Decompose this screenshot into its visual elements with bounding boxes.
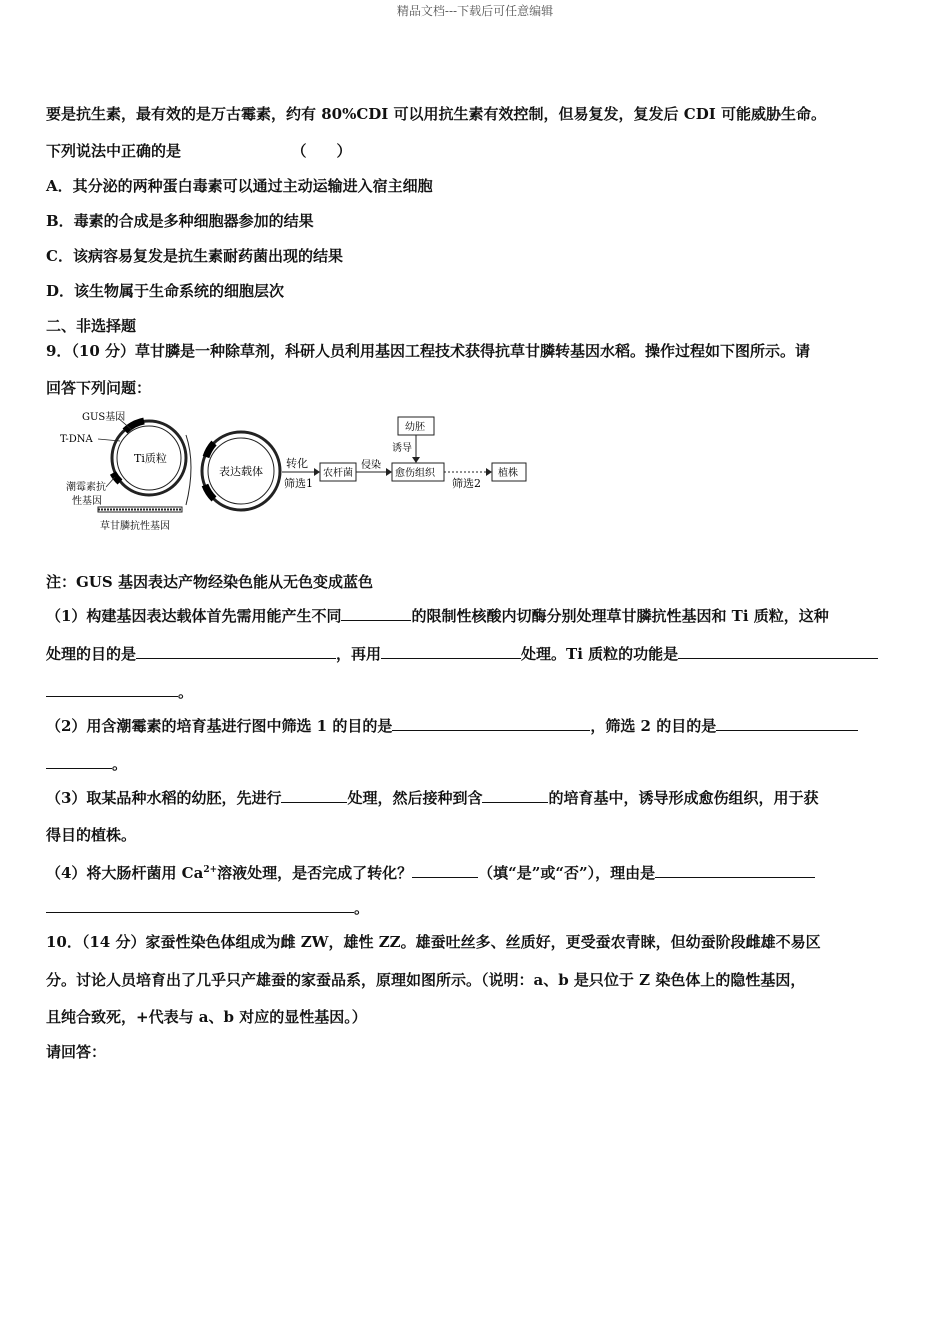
answer-blank-8[interactable] — [46, 754, 112, 769]
q9-part3-line1 — [46, 788, 818, 808]
q8-option-b: B．毒素的合成是多种细胞器参加的结果 — [46, 212, 314, 230]
q9-p1-text-b: 的限制性核酸内切酶分别处理草甘膦抗性基因和 Ti 质粒，这种 — [411, 607, 829, 625]
infect-label: 侵染 — [361, 460, 381, 471]
q9-p1-text-c: 处理的目的是 — [46, 645, 137, 663]
q9-p4-text-d: 。 — [354, 899, 370, 917]
hygromycin-label-1: 潮霉素抗 — [66, 482, 106, 493]
q10-line-2: 分。讨论人员培育出了几乎只产雄蚕的家蚕品系，原理如图所示。（说明：a、b 是只位于 Z 染色体上的隐性基因， — [46, 971, 806, 989]
q9-note: 注：GUS 基因表达产物经染色能从无色变成蓝色 — [46, 573, 373, 591]
q8-prompt-text: 下列说法中正确的是 — [46, 142, 182, 160]
q8-option-d: D．该生物属于生命系统的细胞层次 — [46, 282, 285, 300]
q9-part2-line2 — [46, 754, 127, 774]
q9-part2-line1 — [46, 716, 858, 736]
plant-label: 植株 — [498, 468, 518, 479]
q10-line-1: 10．（14 分）家蚕性染色体组成为雌 ZW，雄性 ZZ。雄蚕吐丝多、丝质好，更受蚕农青睐，但幼蚕阶段雌雄不易区 — [46, 933, 821, 951]
q9-p4-text-b: 溶液处理，是否完成了转化？ — [217, 864, 413, 882]
gene-engineering-diagram — [58, 405, 538, 535]
q8-answer-paren: （ ） — [291, 142, 352, 160]
answer-blank-4[interactable] — [678, 644, 878, 659]
answer-blank-1[interactable] — [341, 606, 411, 621]
ti-plasmid-label: Ti质粒 — [134, 452, 167, 465]
q9-part1-line1 — [46, 606, 829, 626]
callus-label: 愈伤组织 — [395, 468, 435, 479]
q9-p4-text-c: （填“是”或“否”），理由是 — [478, 864, 656, 882]
q9-part3-line2: 得目的植株。 — [46, 826, 137, 844]
q9-part1-line2 — [46, 644, 878, 664]
answer-blank-3[interactable] — [381, 644, 521, 659]
q9-p1-text-a: （1）构建基因表达载体首先需用能产生不同 — [46, 607, 342, 625]
answer-blank-5[interactable] — [46, 682, 178, 697]
q10-line-3: 且纯合致死，+代表与 a、b 对应的显性基因。） — [46, 1008, 367, 1026]
q9-p2-text-b: ，筛选 2 的目的是 — [590, 717, 717, 735]
gus-gene-label: GUS基因 — [82, 412, 126, 423]
tdna-label: T-DNA — [60, 434, 93, 445]
answer-blank-9[interactable] — [281, 788, 347, 803]
q9-p2-text-c: 。 — [112, 755, 128, 773]
induce-label: 诱导 — [392, 443, 412, 454]
answer-blank-6[interactable] — [392, 716, 590, 731]
agrobacterium-label: 农杆菌 — [323, 468, 353, 479]
glyphosate-gene-label: 草甘膦抗性基因 — [100, 521, 170, 532]
embryo-label: 幼胚 — [405, 422, 425, 433]
answer-blank-12[interactable] — [655, 863, 815, 878]
q9-p3-text-b: 处理，然后接种到含 — [347, 789, 483, 807]
q10-line-4: 请回答： — [46, 1043, 107, 1061]
q9-p2-text-a: （2）用含潮霉素的培育基进行图中筛选 1 的目的是 — [46, 717, 393, 735]
calcium-superscript: 2+ — [203, 865, 218, 875]
q8-stem-tail: 要是抗生素，最有效的是万古霉素，约有 80%CDI 可以用抗生素有效控制，但易复发，复发后 CDI 可能威胁生命。 — [46, 105, 826, 123]
answer-blank-7[interactable] — [716, 716, 858, 731]
hygromycin-label-2: 性基因 — [72, 496, 102, 507]
answer-blank-10[interactable] — [482, 788, 548, 803]
q9-part4-line1 — [46, 860, 815, 883]
q9-p3-text-c: 的培育基中，诱导形成愈伤组织，用于获 — [548, 789, 819, 807]
q9-part1-line3 — [46, 682, 193, 702]
q9-stem-2: 回答下列问题： — [46, 379, 152, 397]
q9-p1-text-d: ，再用 — [336, 645, 382, 663]
section-title: 二、非选择题 — [46, 317, 137, 335]
q9-p4-text-a: （4）将大肠杆菌用 Ca — [46, 864, 204, 882]
expression-vector-label: 表达载体 — [219, 465, 263, 478]
screen1-label: 筛选1 — [284, 477, 313, 490]
page-header: 精品文档---下载后可任意编辑 — [396, 4, 554, 18]
q8-option-c: C．该病容易复发是抗生素耐药菌出现的结果 — [46, 247, 343, 265]
answer-blank-2[interactable] — [136, 644, 336, 659]
transform-label: 转化 — [286, 457, 308, 470]
q9-p1-text-e: 处理。Ti 质粒的功能是 — [521, 645, 679, 663]
q8-option-a: A．其分泌的两种蛋白毒素可以通过主动运输进入宿主细胞 — [46, 177, 433, 195]
q9-p1-text-f: 。 — [178, 683, 194, 701]
answer-blank-13[interactable] — [46, 898, 354, 913]
answer-blank-11[interactable] — [412, 863, 478, 878]
q9-p3-text-a: （3）取某品种水稻的幼胚，先进行 — [46, 789, 282, 807]
q9-part4-line2 — [46, 898, 369, 918]
screen2-label: 筛选2 — [452, 477, 481, 490]
q9-stem-1: 9．（10 分）草甘膦是一种除草剂，科研人员利用基因工程技术获得抗草甘膦转基因水稻。操作过程如下图所示。请 — [46, 342, 811, 360]
q8-prompt — [46, 141, 352, 161]
